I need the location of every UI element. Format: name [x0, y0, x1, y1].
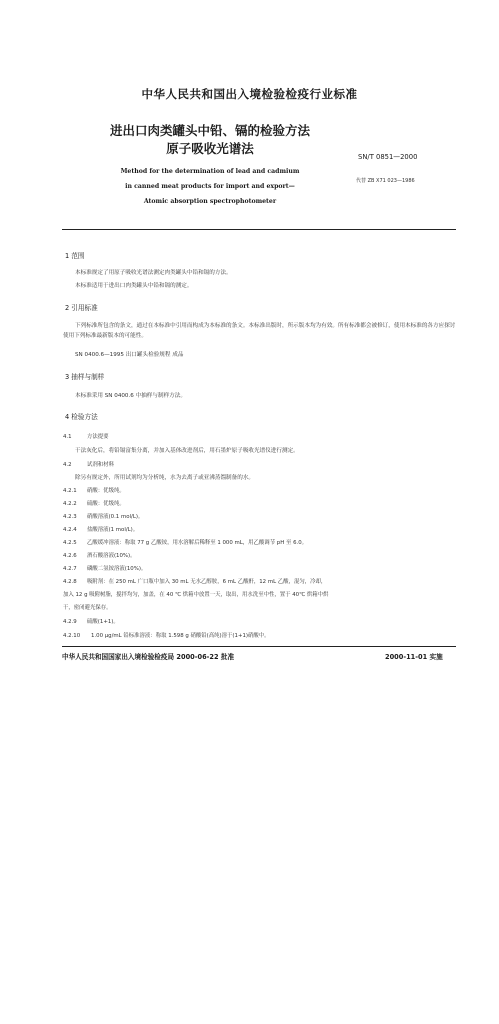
reagent-item-text: 硫酸：优级纯。 — [87, 501, 125, 507]
title-english-line1: Method for the determination of lead and cadmium — [120, 168, 300, 175]
reagent-item-number: 4.2.2 — [63, 501, 77, 507]
reagent-item-number: 4.2.7 — [63, 566, 77, 572]
reagent-item-continuation: 干，密闭避光保存。 — [63, 605, 112, 611]
reagent-item-text: 硝酸溶液(0.1 mol/L)。 — [87, 514, 144, 520]
reagent-list-item — [63, 499, 457, 510]
title-english-line3: Atomic absorption spectrophotometer — [143, 198, 277, 205]
subsection-4-2-number: 4.2 — [63, 462, 72, 468]
reagent-item-number: 4.2.3 — [63, 514, 77, 520]
reagent-list-item — [63, 525, 457, 536]
section-1-title: 1 范围 — [65, 252, 85, 260]
subsection-4-2-para: 除另有规定外，所用试剂均为分析纯，水为去离子或亚沸蒸馏制备的水。 — [75, 475, 255, 481]
reagent-list-item — [63, 564, 457, 575]
reagent-item-text: 硝酸：优级纯。 — [87, 488, 125, 494]
reagent-list-item — [63, 486, 457, 497]
subsection-4-1-title: 方法提要 — [87, 434, 109, 440]
section-3-title: 3 抽样与制样 — [65, 373, 105, 381]
reagent-item-number: 4.2.6 — [63, 553, 77, 559]
reagent-item-number: 4.2.8 — [63, 579, 77, 585]
reagent-item-number: 4.2.9 — [63, 619, 77, 625]
reagent-list-item — [63, 617, 457, 628]
reagent-item-number: 4.2.1 — [63, 488, 77, 494]
section-3-para-1: 本标准采用 SN 0400.6 中抽样与制样方法。 — [75, 393, 186, 399]
reagent-item-text: 乙酸缓冲溶液：称取 77 g 乙酸铵，用水溶解后稀释至 1 000 mL，用乙酸调节 pH 至 6.0。 — [87, 540, 308, 546]
issuing-authority: 中华人民共和国出入境检验检疫行业标准 — [141, 87, 358, 101]
section-2-title: 2 引用标准 — [65, 304, 98, 312]
standard-code: SN/T 0851—2000 — [358, 153, 418, 161]
reagent-item-text: 硫酸(1+1)。 — [87, 619, 119, 625]
reagent-item-text: 酒石酸溶液(10%)。 — [87, 553, 136, 559]
section-4-title: 4 检验方法 — [65, 413, 98, 421]
subsection-4-1-number: 4.1 — [63, 434, 72, 440]
title-chinese-line2: 原子吸收光谱法 — [166, 141, 254, 156]
section-1-para-2: 本标准适用于进出口肉类罐头中铅和镉的测定。 — [75, 283, 193, 289]
implementation-date: 2000-11-01 实施 — [385, 653, 443, 661]
reagent-item-number: 4.2.10 — [63, 633, 81, 639]
section-1-para-1: 本标准规定了用原子吸收光谱法测定肉类罐头中铅和镉的方法。 — [75, 270, 232, 276]
title-english-line2: in canned meat products for import and export— — [125, 183, 295, 190]
reagent-list-item — [63, 577, 457, 588]
reagent-item-continuation: 加入 12 g 吸附树脂，搅拌均匀，加盖，在 40 ℃ 烘箱中放置一天，取出，用水洗至中性，置于 40℃ 烘箱中烘 — [63, 592, 329, 598]
section-2-para-1: 下列标准所包含的条文，通过在本标准中引用而构成为本标准的条文。本标准出版时，所示版本均为有效。所有标准都会被修订，使用本标准的各方应探讨使用下列标准最新版本的可能性。 — [63, 323, 456, 339]
reagent-list-item — [63, 538, 457, 549]
subsection-4-2-heading — [63, 460, 457, 471]
reagent-item-text: 磷酸二氢铵溶液(10%)。 — [87, 566, 147, 572]
reagent-list-item — [63, 631, 457, 642]
subsection-4-1-para: 干法灰化后，将铅镉富集分离，并加入基体改进剂后，用石墨炉原子吸收光谱仪进行测定。 — [75, 448, 299, 454]
header-divider — [62, 229, 456, 230]
replaces-standard: 代替 ZB X71 023—1986 — [356, 178, 415, 184]
reagent-item-text: 吸附剂：在 250 mL 广口瓶中加入 30 mL 无水乙醇胺，6 mL 乙酸酐，12 mL 乙酸，混匀，冷却， — [87, 579, 327, 585]
subsection-4-2-title: 试剂和材料 — [87, 462, 114, 468]
reagent-item-number: 4.2.5 — [63, 540, 77, 546]
reagent-list-item — [63, 551, 457, 562]
reagent-item-text: 1.00 μg/mL 铅标准溶液：称取 1.598 g 硝酸铅(高纯)溶于(1+1)硝酸中。 — [91, 633, 270, 639]
reagent-list-item — [63, 512, 457, 523]
footer-divider — [62, 646, 456, 647]
subsection-4-1-heading — [63, 432, 457, 443]
reagent-item-number: 4.2.4 — [63, 527, 77, 533]
approval-line: 中华人民共和国国家出入境检验检疫局 2000-06-22 批准 — [62, 653, 235, 661]
section-2-para-2: SN 0400.6—1995 出口罐头检验规程 成品 — [75, 352, 184, 358]
reagent-item-text: 盐酸溶液(1 mol/L)。 — [87, 527, 139, 533]
title-chinese-line1: 进出口肉类罐头中铅、镉的检验方法 — [109, 123, 310, 138]
